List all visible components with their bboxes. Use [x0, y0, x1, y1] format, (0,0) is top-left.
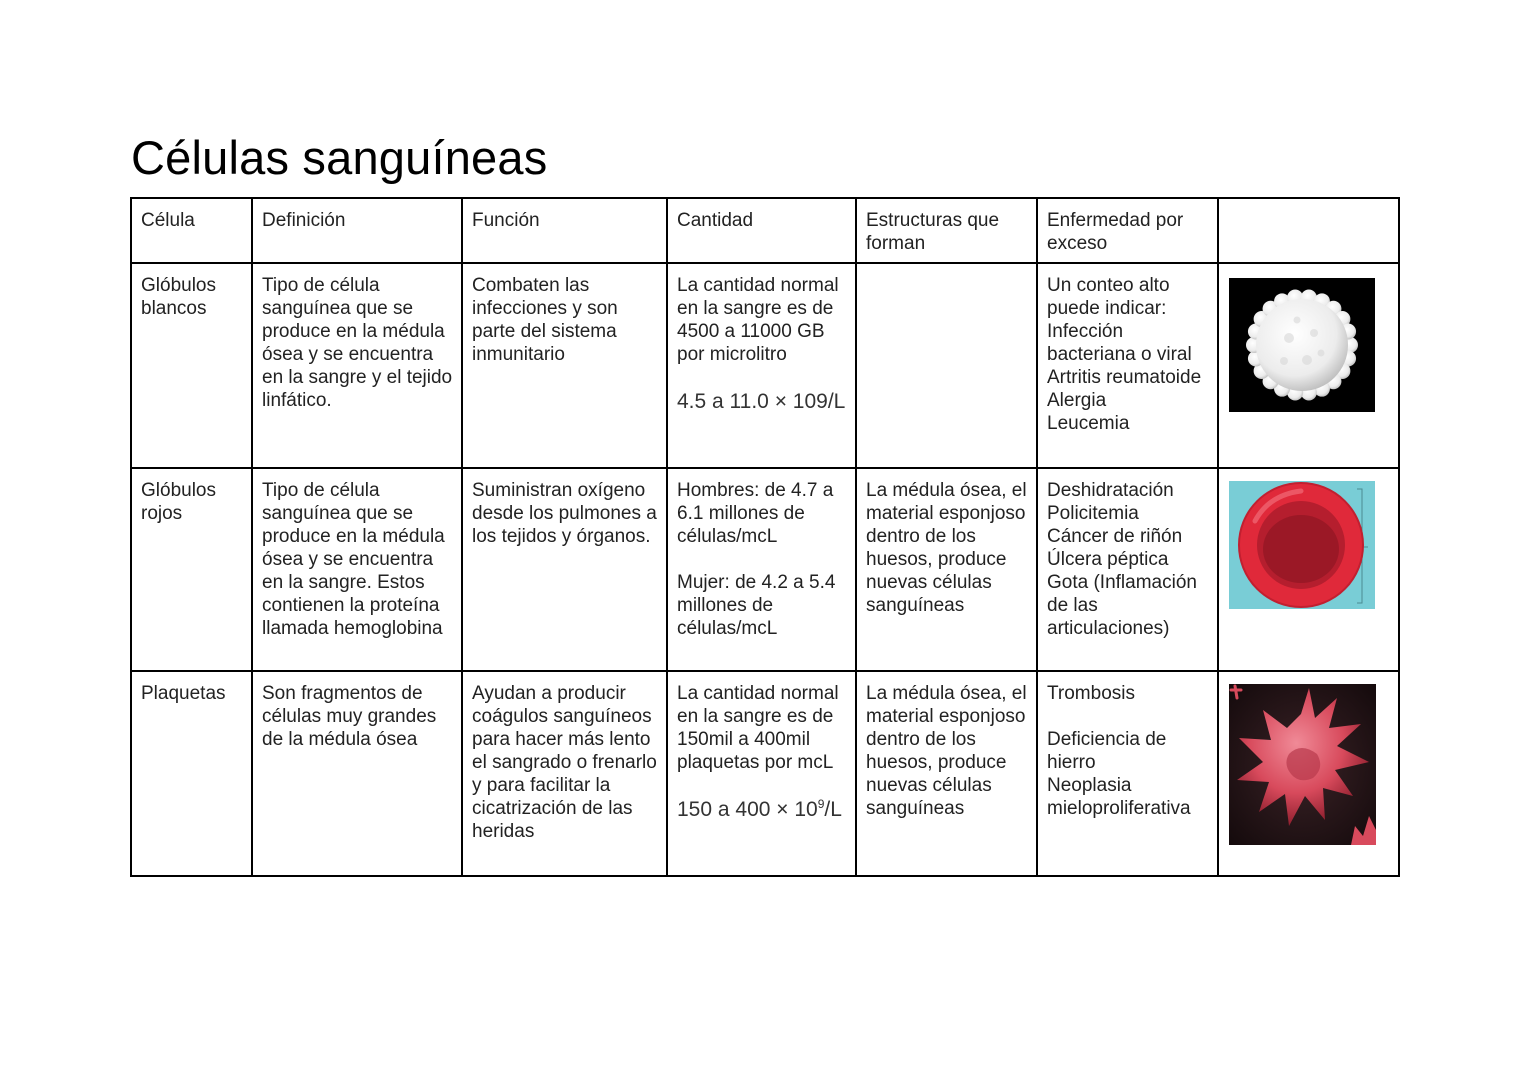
quantity-value-unit: /L [824, 798, 842, 821]
cell-name: Plaquetas [131, 671, 252, 876]
cell-image [1218, 671, 1399, 876]
disease-line: Gota (Inflamación de las articulaciones) [1047, 572, 1197, 639]
header-definition: Definición [252, 198, 462, 263]
disease-line: Trombosis [1047, 683, 1135, 704]
cell-definition: Tipo de célula sanguínea que se produce en la médula ósea y se encuentra en la sangre y el tejido linfático. [252, 263, 462, 468]
header-function: Función [462, 198, 667, 263]
quantity-men: Hombres: de 4.7 a 6.1 millones de células/mcL [677, 480, 834, 547]
cell-structures: La médula ósea, el material esponjoso dentro de los huesos, produce nuevas células sanguíneas [856, 468, 1037, 671]
cell-name: Glóbulos blancos [131, 263, 252, 468]
cell-image [1218, 468, 1399, 671]
disease-group [1047, 728, 1209, 820]
cell-disease [1037, 468, 1218, 671]
quantity-text: La cantidad normal en la sangre es de 150mil a 400mil plaquetas por mcL [677, 683, 839, 773]
cell-disease [1037, 671, 1218, 876]
cell-structures [856, 263, 1037, 468]
blood-cells-table [130, 197, 1400, 877]
quantity-text: La cantidad normal en la sangre es de 4500 a 11000 GB por microlitro [677, 275, 839, 365]
header-disease: Enfermedad por exceso [1037, 198, 1218, 263]
header-quantity: Cantidad [667, 198, 856, 263]
disease-line: Deficiencia de hierro [1047, 729, 1167, 773]
table-header-row [131, 198, 1399, 263]
quantity-women: Mujer: de 4.2 a 5.4 millones de células/mcL [677, 572, 836, 639]
quantity-value-main: 150 a 400 × 10 [677, 798, 818, 821]
cell-function: Combaten las infecciones y son parte del sistema inmunitario [462, 263, 667, 468]
header-structures: Estructuras que forman [856, 198, 1037, 263]
platelet-icon [1229, 684, 1376, 845]
cell-function: Ayudan a producir coágulos sanguíneos para hacer más lento el sangrado o frenarlo y para facilitar la cicatrización de las heridas [462, 671, 667, 876]
disease-line: Leucemia [1047, 413, 1130, 434]
disease-line: Infección bacteriana o viral [1047, 321, 1192, 365]
disease-line: Alergia [1047, 390, 1107, 411]
quantity-value: 4.5 a 11.0 × 109/L [677, 390, 846, 413]
cell-structures: La médula ósea, el material esponjoso dentro de los huesos, produce nuevas células sanguíneas [856, 671, 1037, 876]
cell-image [1218, 263, 1399, 468]
white-blood-cell-icon [1229, 278, 1375, 412]
disease-line: Deshidratación [1047, 480, 1174, 501]
disease-line: Úlcera péptica [1047, 549, 1169, 570]
quantity-value [677, 797, 847, 822]
header-image [1218, 198, 1399, 263]
header-cell: Célula [131, 198, 252, 263]
cell-definition: Tipo de célula sanguínea que se produce en la médula ósea y se encuentra en la sangre. Estos contienen la proteína llamada hemoglobina [252, 468, 462, 671]
disease-line: Un conteo alto puede indicar: [1047, 275, 1170, 319]
page-title: Células sanguíneas [131, 131, 548, 184]
disease-line: Policitemia [1047, 503, 1139, 524]
cell-function: Suministran oxígeno desde los pulmones a los tejidos y órganos. [462, 468, 667, 671]
cell-quantity [667, 263, 856, 468]
table-row [131, 468, 1399, 671]
cell-definition: Son fragmentos de células muy grandes de la médula ósea [252, 671, 462, 876]
red-blood-cell-icon [1229, 481, 1375, 609]
table-row [131, 671, 1399, 876]
disease-line: Neoplasia mieloproliferativa [1047, 775, 1191, 819]
quantity-value-exponent: 9 [817, 797, 825, 811]
table-row [131, 263, 1399, 468]
cell-name: Glóbulos rojos [131, 468, 252, 671]
disease-line: Artritis reumatoide [1047, 367, 1202, 388]
cell-quantity [667, 671, 856, 876]
cell-disease [1037, 263, 1218, 468]
cell-quantity [667, 468, 856, 671]
disease-line: Cáncer de riñón [1047, 526, 1183, 547]
